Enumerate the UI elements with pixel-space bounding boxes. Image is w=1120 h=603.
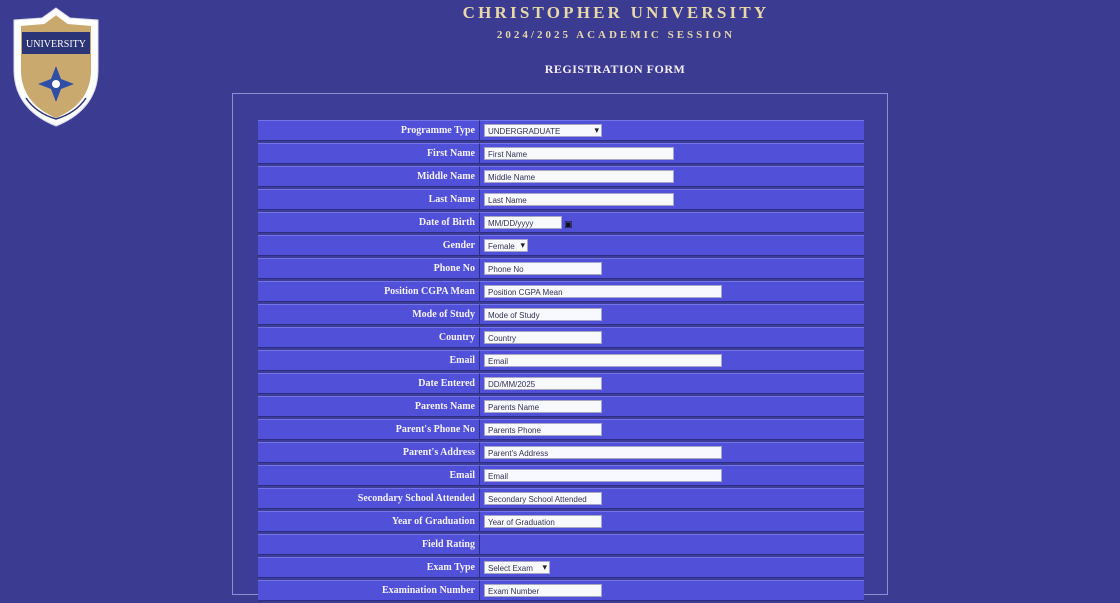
mode-of-study-input[interactable] — [484, 308, 602, 321]
field-label-email: Email — [258, 350, 480, 371]
field-cell-exam-type — [480, 557, 864, 578]
field-label-programme-type: Programme Type — [258, 120, 480, 141]
phone-no-value: Phone No — [488, 265, 524, 275]
position-cgpa-mean-value: Position CGPA Mean — [488, 288, 563, 298]
form-row-gender — [258, 235, 864, 256]
form-row-exam-type — [258, 557, 864, 578]
form-row-year-of-graduation — [258, 511, 864, 532]
field-cell-gender — [480, 235, 864, 256]
country-input[interactable] — [484, 331, 602, 344]
field-cell-middle-name — [480, 166, 864, 187]
parent-s-phone-no-value: Parents Phone — [488, 426, 541, 436]
field-cell-field-rating — [480, 534, 864, 555]
date-of-birth-value: MM/DD/yyyy — [488, 219, 534, 229]
form-row-position-cgpa-mean — [258, 281, 864, 302]
middle-name-input[interactable] — [484, 170, 674, 183]
form-row-date-of-birth — [258, 212, 864, 233]
field-cell-parent-s-phone-no — [480, 419, 864, 440]
form-row-secondary-school-attended — [258, 488, 864, 509]
email-input[interactable] — [484, 469, 722, 482]
form-row-examination-number — [258, 580, 864, 601]
svg-text:UNIVERSITY: UNIVERSITY — [26, 39, 86, 50]
parents-name-value: Parents Name — [488, 403, 540, 413]
form-row-phone-no — [258, 258, 864, 279]
field-label-parent-s-phone-no: Parent's Phone No — [258, 419, 480, 440]
field-label-email: Email — [258, 465, 480, 486]
university-name: CHRISTOPHER UNIVERSITY — [462, 3, 770, 22]
form-row-first-name — [258, 143, 864, 164]
field-label-position-cgpa-mean: Position CGPA Mean — [258, 281, 480, 302]
field-label-gender: Gender — [258, 235, 480, 256]
first-name-value: First Name — [488, 150, 528, 160]
field-label-country: Country — [258, 327, 480, 348]
field-label-field-rating: Field Rating — [258, 534, 480, 555]
field-cell-secondary-school-attended — [480, 488, 864, 509]
form-row-country — [258, 327, 864, 348]
programme-type-select[interactable] — [484, 124, 602, 137]
exam-type-select[interactable] — [484, 561, 550, 574]
form-row-email — [258, 465, 864, 486]
year-of-graduation-value: Year of Graduation — [488, 518, 555, 528]
phone-no-input[interactable] — [484, 262, 602, 275]
country-value: Country — [488, 334, 517, 344]
parent-s-address-input[interactable] — [484, 446, 722, 459]
field-cell-position-cgpa-mean — [480, 281, 864, 302]
field-label-secondary-school-attended: Secondary School Attended — [258, 488, 480, 509]
date-entered-input[interactable] — [484, 377, 602, 390]
examination-number-input[interactable] — [484, 584, 602, 597]
field-cell-email — [480, 350, 864, 371]
form-row-middle-name — [258, 166, 864, 187]
field-label-mode-of-study: Mode of Study — [258, 304, 480, 325]
last-name-value: Last Name — [488, 196, 527, 206]
field-cell-parents-name — [480, 396, 864, 417]
secondary-school-attended-value: Secondary School Attended — [488, 495, 587, 505]
form-row-parent-s-phone-no — [258, 419, 864, 440]
field-label-examination-number: Examination Number — [258, 580, 480, 601]
gender-select[interactable] — [484, 239, 528, 252]
parent-s-phone-no-input[interactable] — [484, 423, 602, 436]
exam-type-value: Select Exam — [488, 564, 533, 574]
registration-form — [232, 93, 888, 595]
field-cell-mode-of-study — [480, 304, 864, 325]
first-name-input[interactable] — [484, 147, 674, 160]
form-row-email — [258, 350, 864, 371]
field-label-parents-name: Parents Name — [258, 396, 480, 417]
email-value: Email — [488, 472, 509, 482]
middle-name-value: Middle Name — [488, 173, 536, 183]
form-row-last-name — [258, 189, 864, 210]
form-title: REGISTRATION FORM — [544, 62, 686, 76]
form-row-programme-type — [258, 120, 864, 141]
field-label-middle-name: Middle Name — [258, 166, 480, 187]
registration-table — [258, 118, 864, 603]
field-label-phone-no: Phone No — [258, 258, 480, 279]
field-label-exam-type: Exam Type — [258, 557, 480, 578]
position-cgpa-mean-input[interactable] — [484, 285, 722, 298]
field-label-date-of-birth: Date of Birth — [258, 212, 480, 233]
calendar-icon[interactable]: ▣ — [564, 218, 573, 229]
field-label-date-entered: Date Entered — [258, 373, 480, 394]
form-row-parent-s-address — [258, 442, 864, 463]
field-label-year-of-graduation: Year of Graduation — [258, 511, 480, 532]
field-cell-date-entered — [480, 373, 864, 394]
field-label-last-name: Last Name — [258, 189, 480, 210]
parents-name-input[interactable] — [484, 400, 602, 413]
parent-s-address-value: Parent's Address — [488, 449, 549, 459]
field-cell-first-name — [480, 143, 864, 164]
gender-value: Female — [488, 242, 515, 252]
field-cell-date-of-birth — [480, 212, 864, 233]
last-name-input[interactable] — [484, 193, 674, 206]
form-row-date-entered — [258, 373, 864, 394]
examination-number-value: Exam Number — [488, 587, 540, 597]
year-of-graduation-input[interactable] — [484, 515, 602, 528]
field-label-first-name: First Name — [258, 143, 480, 164]
form-row-mode-of-study — [258, 304, 864, 325]
academic-session: 2024/2025 ACADEMIC SESSION — [496, 29, 736, 41]
field-cell-email — [480, 465, 864, 486]
email-value: Email — [488, 357, 509, 367]
field-cell-parent-s-address — [480, 442, 864, 463]
mode-of-study-value: Mode of Study — [488, 311, 540, 321]
field-cell-programme-type — [480, 120, 864, 141]
field-cell-examination-number — [480, 580, 864, 601]
form-row-field-rating — [258, 534, 864, 555]
field-cell-phone-no — [480, 258, 864, 279]
secondary-school-attended-input[interactable] — [484, 492, 602, 505]
field-label-parent-s-address: Parent's Address — [258, 442, 480, 463]
date-of-birth-date-input[interactable] — [484, 216, 562, 229]
field-cell-year-of-graduation — [480, 511, 864, 532]
field-cell-last-name — [480, 189, 864, 210]
field-cell-country — [480, 327, 864, 348]
date-entered-value: DD/MM/2025 — [488, 380, 536, 390]
form-row-parents-name — [258, 396, 864, 417]
email-input[interactable] — [484, 354, 722, 367]
programme-type-value: UNDERGRADUATE — [488, 127, 561, 137]
